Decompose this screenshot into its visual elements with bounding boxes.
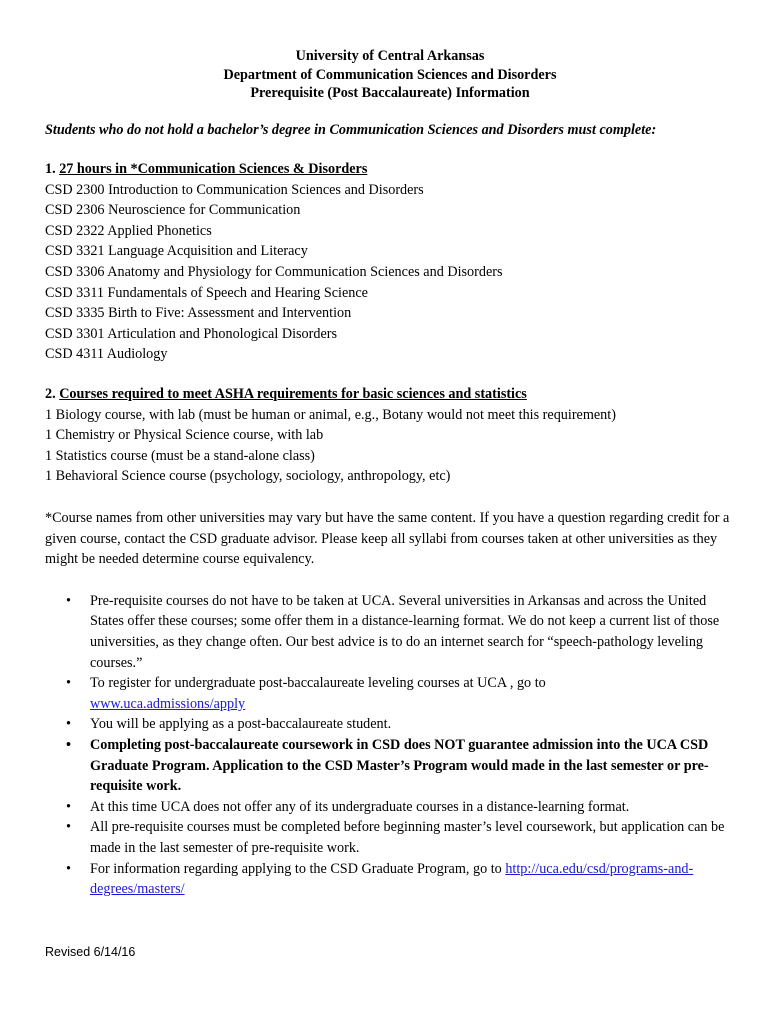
bullet-item bbox=[45, 859, 735, 900]
bullet-text: You will be applying as a post-baccalaureate student. bbox=[90, 716, 392, 733]
info-bullet-list bbox=[45, 591, 735, 900]
document-title: Prerequisite (Post Baccalaureate) Information bbox=[250, 85, 530, 101]
bullet-item bbox=[45, 817, 735, 858]
bullet-text: For information regarding applying to the CSD Graduate Program, go to bbox=[90, 860, 502, 877]
section2-title: Courses required to meet ASHA requirements for basic sciences and statistics bbox=[59, 386, 527, 403]
bullet-text: Completing post-baccalaureate coursework in CSD does NOT guarantee admission into the UCA CSD Graduate Program. Application to the CSD Master’s Program would made in the last semester or pre-requisite work. bbox=[90, 736, 709, 795]
section2-number: 2. bbox=[45, 386, 56, 403]
revision-date: Revised 6/14/16 bbox=[45, 945, 136, 959]
bullet-item bbox=[45, 673, 735, 714]
section1-heading bbox=[45, 159, 735, 180]
bullet-item bbox=[45, 797, 735, 818]
section1-title: 27 hours in *Communication Sciences & Disorders bbox=[59, 161, 368, 178]
admissions-apply-link[interactable]: www.uca.admissions/apply bbox=[90, 695, 246, 712]
course-equivalency-note: *Course names from other universities may vary but have the same content. If you have a question regarding credit for a given course, contact the CSD graduate advisor. Please keep all syllabi from courses taken at other universities as they might be needed determine course equivalency. bbox=[45, 510, 730, 568]
requirement-item: 1 Statistics course (must be a stand-alone class) bbox=[45, 447, 315, 464]
course-item: CSD 3306 Anatomy and Physiology for Communication Sciences and Disorders bbox=[45, 264, 503, 281]
course-item: CSD 3301 Articulation and Phonological Disorders bbox=[45, 325, 337, 342]
bullet-icon: • bbox=[66, 819, 71, 836]
bullet-text: To register for undergraduate post-baccalaureate leveling courses at UCA , go to bbox=[90, 675, 546, 692]
course-item: CSD 2300 Introduction to Communication Sciences and Disorders bbox=[45, 181, 424, 198]
intro-statement: Students who do not hold a bachelor’s degree in Communication Sciences and Disorders must complete: bbox=[45, 121, 657, 138]
section2-course-list bbox=[45, 405, 735, 487]
document-header bbox=[45, 47, 735, 103]
bullet-icon: • bbox=[66, 592, 71, 609]
document-page bbox=[45, 47, 735, 900]
bullet-item-important bbox=[45, 735, 735, 797]
requirement-item: 1 Behavioral Science course (psychology, sociology, anthropology, etc) bbox=[45, 468, 451, 485]
bullet-text: At this time UCA does not offer any of its undergraduate courses in a distance-learning format. bbox=[90, 798, 630, 815]
graduate-program-link[interactable]: http://uca.edu/csd/programs-and-degrees/masters/ bbox=[90, 860, 694, 898]
course-item: CSD 2306 Neuroscience for Communication bbox=[45, 202, 301, 219]
bullet-text: All pre-requisite courses must be completed before beginning master’s level coursework, but application can be made in the last semester of pre-requisite work. bbox=[90, 819, 725, 856]
course-item: CSD 3321 Language Acquisition and Literacy bbox=[45, 243, 308, 260]
section2-heading bbox=[45, 384, 735, 405]
bullet-item bbox=[45, 591, 735, 673]
course-item: CSD 3311 Fundamentals of Speech and Hearing Science bbox=[45, 284, 368, 301]
department-name: Department of Communication Sciences and Disorders bbox=[223, 66, 557, 83]
bullet-icon: • bbox=[66, 675, 71, 692]
university-name: University of Central Arkansas bbox=[295, 48, 485, 64]
bullet-icon: • bbox=[66, 798, 71, 815]
course-item: CSD 2322 Applied Phonetics bbox=[45, 222, 212, 239]
bullet-icon: • bbox=[66, 736, 71, 753]
requirement-item: 1 Biology course, with lab (must be human or animal, e.g., Botany would not meet this requirement) bbox=[45, 406, 616, 423]
course-item: CSD 3335 Birth to Five: Assessment and Intervention bbox=[45, 305, 352, 322]
bullet-text: Pre-requisite courses do not have to be taken at UCA. Several universities in Arkansas and across the United States offer these courses; some offer them in a distance-learning format. We do not keep a current list of those universities, as they change often. Our best advice is to do an internet search for “speech-pathology leveling courses.” bbox=[90, 592, 720, 671]
requirement-item: 1 Chemistry or Physical Science course, with lab bbox=[45, 427, 324, 444]
course-item: CSD 4311 Audiology bbox=[45, 346, 168, 363]
bullet-item bbox=[45, 714, 735, 735]
bullet-icon: • bbox=[66, 860, 71, 877]
section1-number: 1. bbox=[45, 161, 56, 178]
bullet-icon: • bbox=[66, 716, 71, 733]
section1-course-list bbox=[45, 180, 735, 365]
